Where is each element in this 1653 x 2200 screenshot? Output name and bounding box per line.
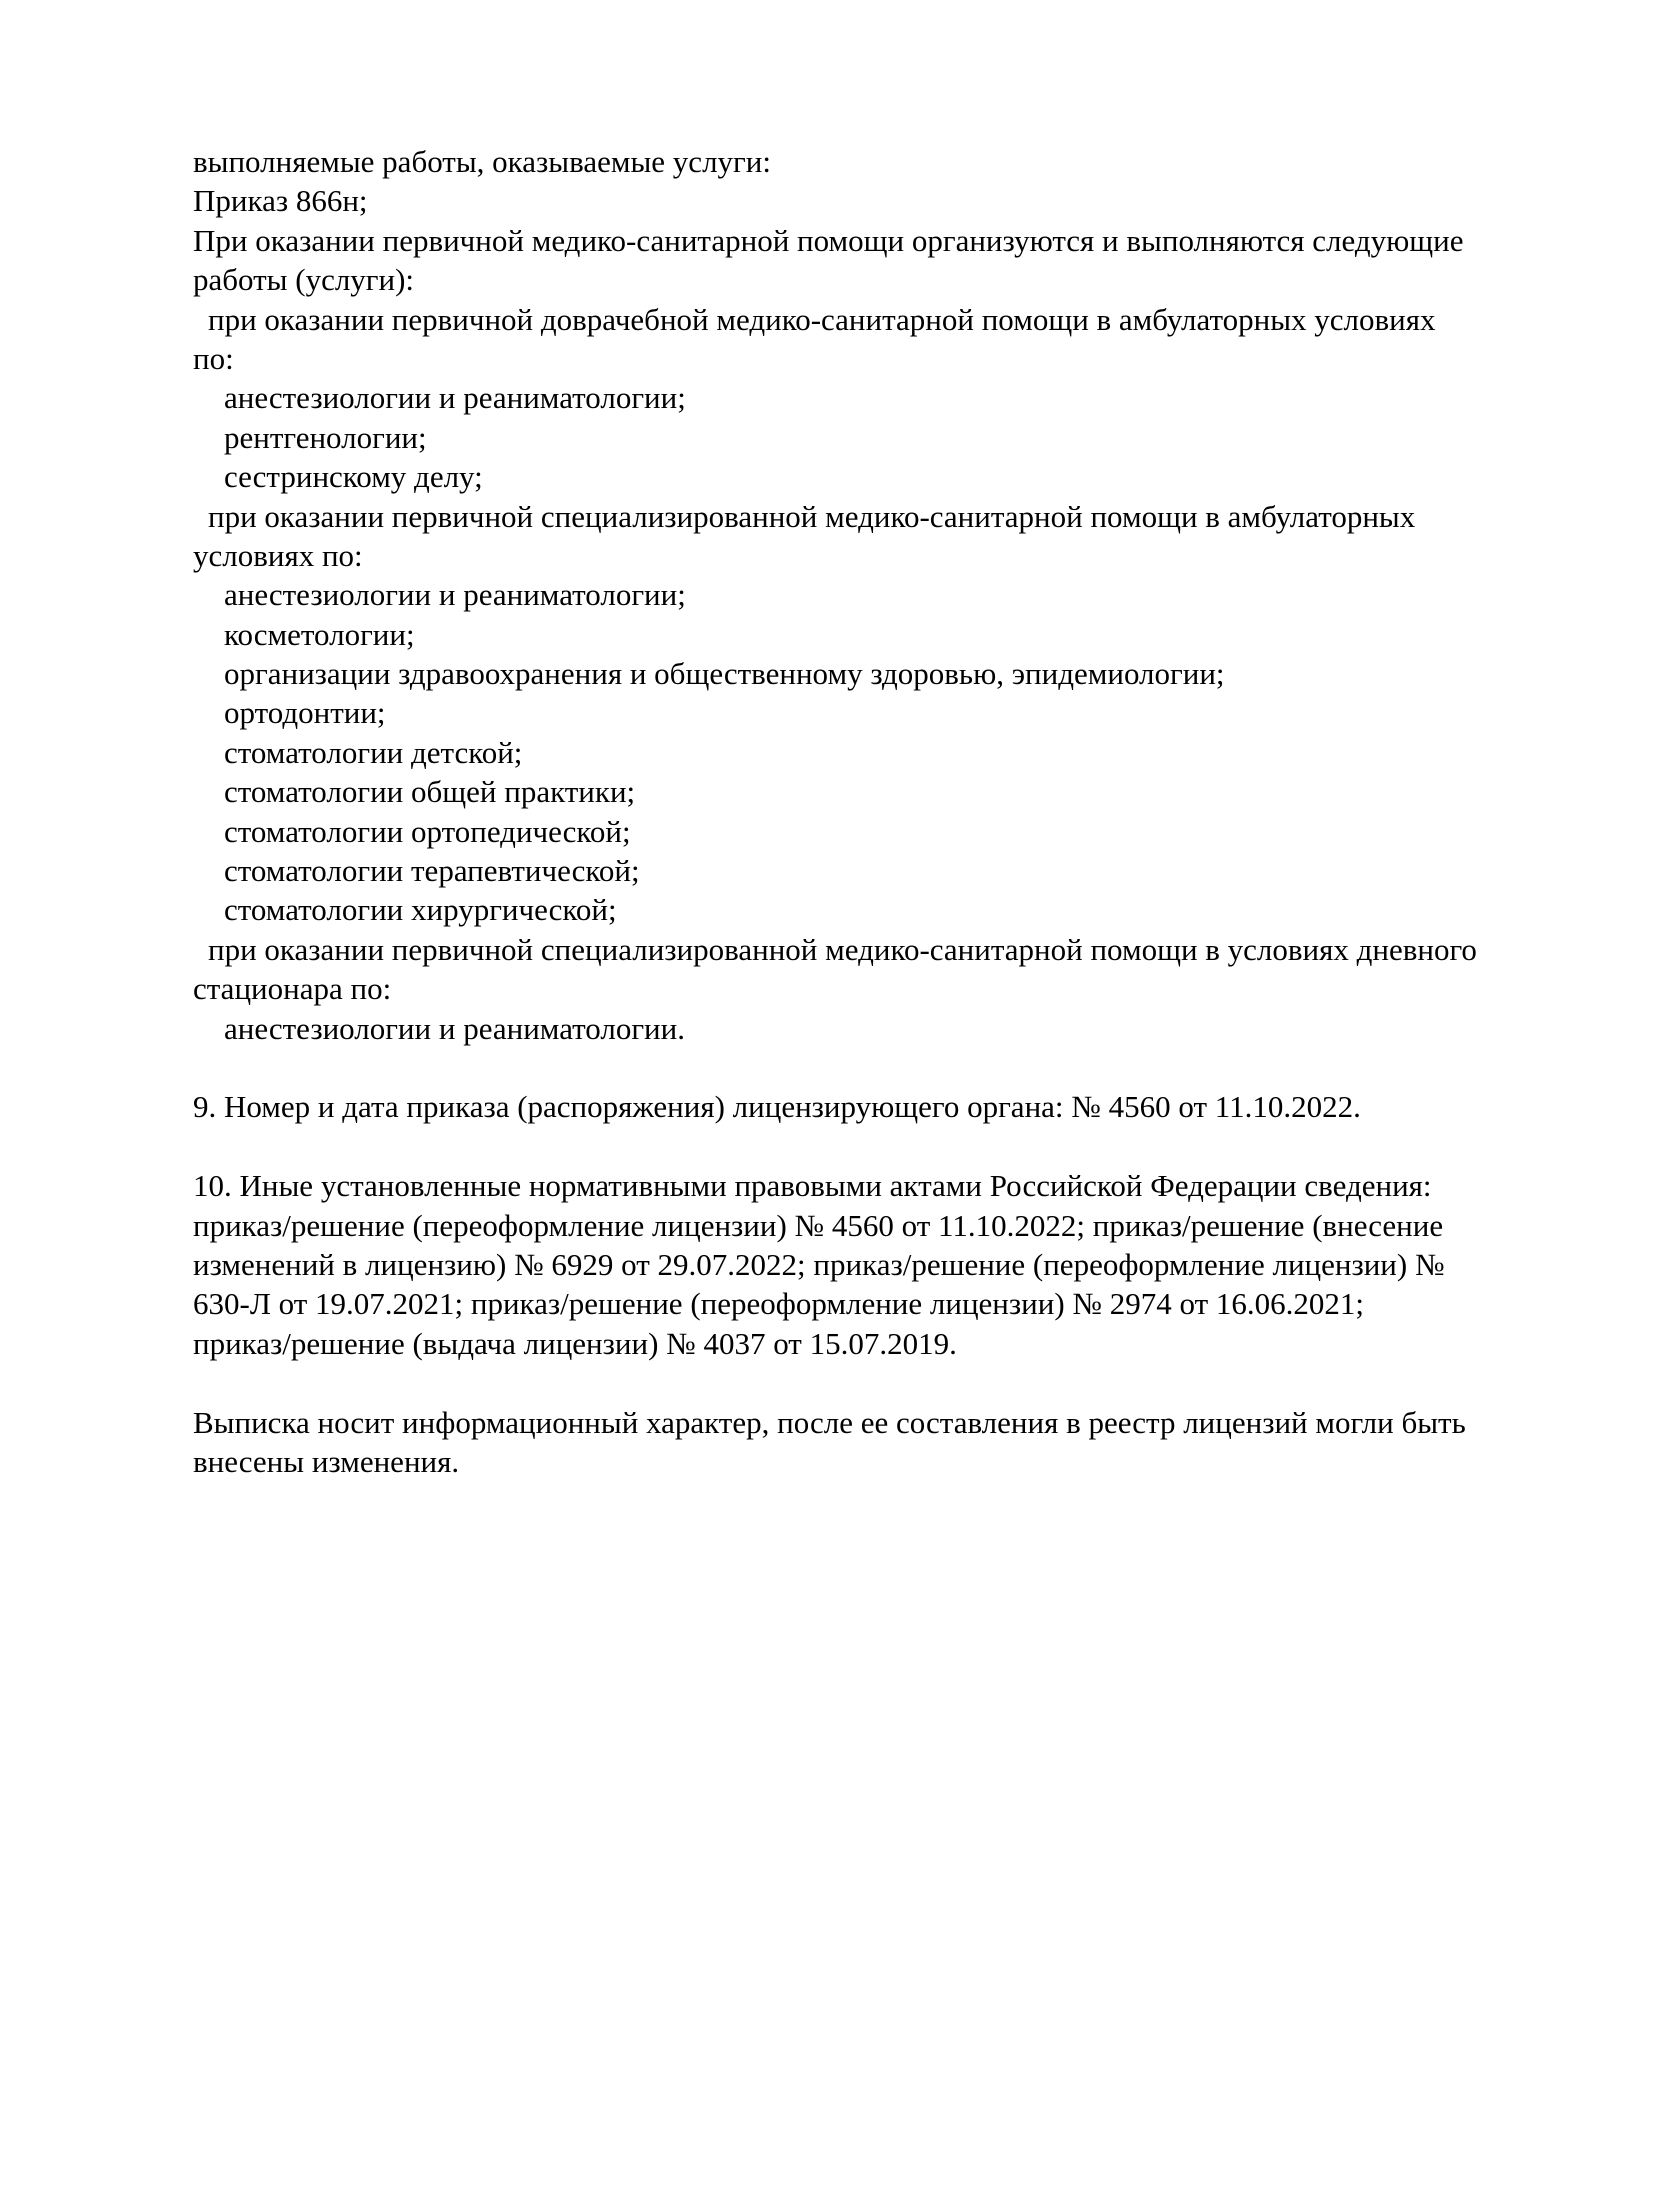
section-10-other-info xyxy=(193,1166,1573,1363)
disclaimer xyxy=(193,1403,1573,1482)
document-body xyxy=(193,142,1573,1481)
service-item: анестезиологии и реаниматологии. xyxy=(224,1010,685,1046)
section-9-text: 9. Номер и дата приказа (распоряжения) лицензирующего органа: № 4560 от 11.10.2022. xyxy=(193,1089,1361,1125)
paragraph-spacer xyxy=(193,1363,1573,1402)
disclaimer-text: внесены изменения. xyxy=(193,1443,460,1479)
paragraph-spacer xyxy=(193,1048,1573,1087)
group-heading: при оказании первичной специализированной медико-санитарной помощи в условиях дневного xyxy=(208,931,1477,967)
service-item: косметологии; xyxy=(224,616,415,652)
services-group-day-hospital xyxy=(193,930,1573,1048)
intro-line: работы (услуги): xyxy=(193,262,415,298)
service-item: стоматологии терапевтической; xyxy=(224,853,640,889)
service-item: стоматологии детской; xyxy=(224,734,523,770)
service-item: ортодонтии; xyxy=(224,695,386,731)
section-10-text: изменений в лицензию) № 6929 от 29.07.2022; приказ/решение (переоформление лицензии) № xyxy=(193,1246,1445,1282)
service-item: сестринскому делу; xyxy=(224,459,483,495)
group-heading: при оказании первичной специализированной медико-санитарной помощи в амбулаторных xyxy=(208,498,1416,534)
order-reference: Приказ 866н; xyxy=(193,183,368,219)
services-group-specialized-outpatient xyxy=(193,497,1573,930)
group-heading: стационара по: xyxy=(193,971,392,1007)
intro-line: При оказании первичной медико-санитарной помощи организуются и выполняются следующие xyxy=(193,222,1464,258)
service-item: анестезиологии и реаниматологии; xyxy=(224,380,686,416)
service-item: стоматологии ортопедической; xyxy=(224,813,631,849)
service-item: стоматологии хирургической; xyxy=(224,892,617,928)
service-item: стоматологии общей практики; xyxy=(224,774,636,810)
intro-line: выполняемые работы, оказываемые услуги: xyxy=(193,144,771,179)
group-heading: при оказании первичной доврачебной медико-санитарной помощи в амбулаторных условиях xyxy=(208,301,1436,337)
activity-intro xyxy=(193,142,1573,300)
group-heading: по: xyxy=(193,340,234,376)
group-heading: условиях по: xyxy=(193,537,363,573)
section-10-text: 630-Л от 19.07.2021; приказ/решение (переоформление лицензии) № 2974 от 16.06.2021; xyxy=(193,1286,1364,1322)
section-10-text: приказ/решение (выдача лицензии) № 4037 от 15.07.2019. xyxy=(193,1325,957,1361)
service-item: анестезиологии и реаниматологии; xyxy=(224,577,686,613)
services-group-prehospital-outpatient xyxy=(193,300,1573,497)
section-10-text: приказ/решение (переоформление лицензии) № 4560 от 11.10.2022; приказ/решение (внесение xyxy=(193,1207,1444,1243)
service-item: организации здравоохранения и общественному здоровью, эпидемиологии; xyxy=(224,656,1225,692)
disclaimer-text: Выписка носит информационный характер, после ее составления в реестр лицензий могли быть xyxy=(193,1404,1466,1440)
section-9-order-number xyxy=(193,1087,1573,1126)
section-10-text: 10. Иные установленные нормативными правовыми актами Российской Федерации сведения: xyxy=(193,1168,1432,1204)
paragraph-spacer xyxy=(193,1127,1573,1166)
service-item: рентгенологии; xyxy=(224,419,427,455)
